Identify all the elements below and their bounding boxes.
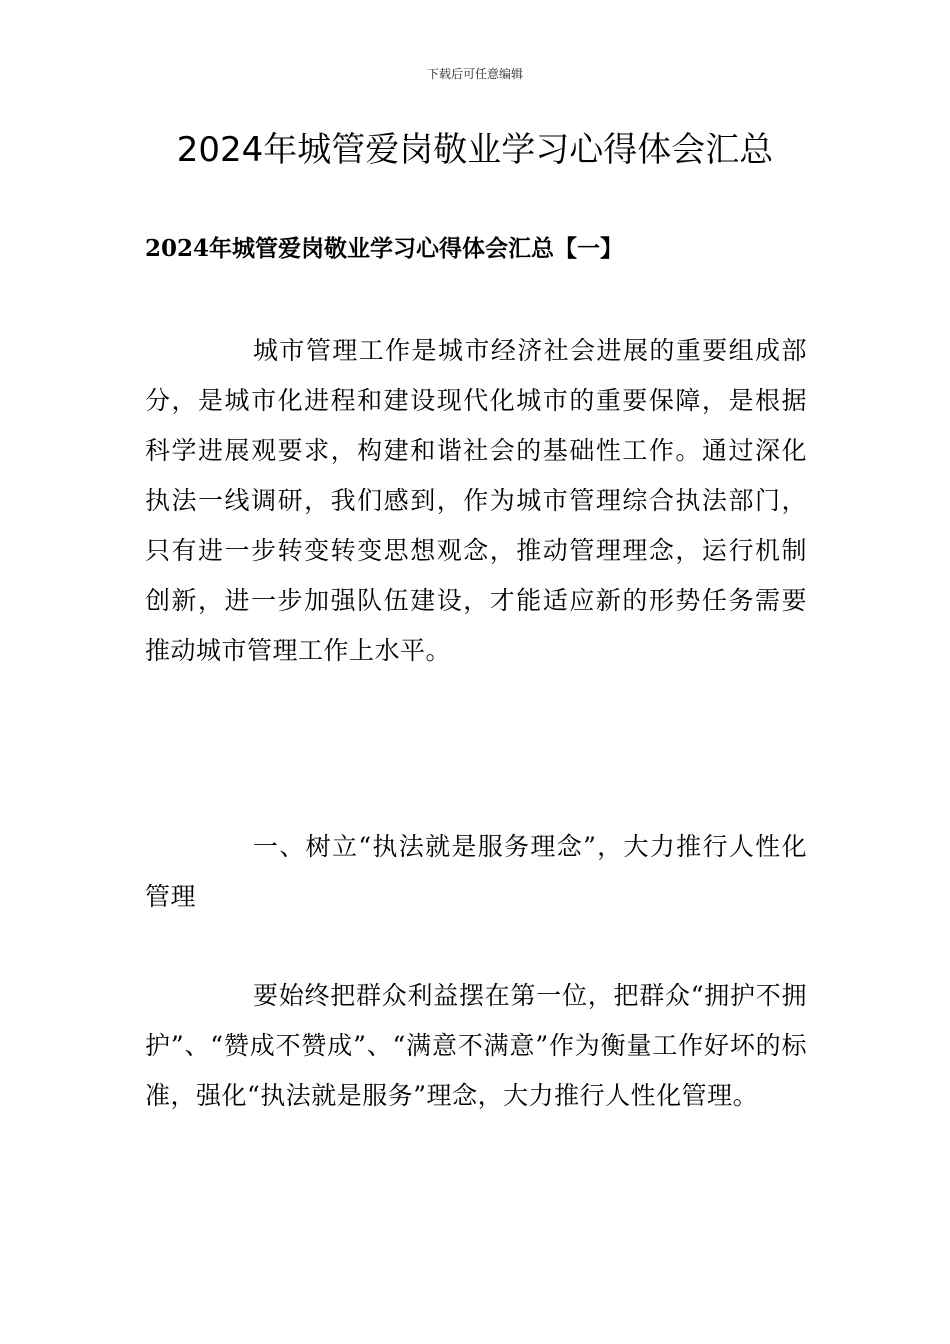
page-header-note: 下载后可任意编辑 bbox=[426, 67, 523, 81]
body-paragraph-intro: 城市管理工作是城市经济社会进展的重要组成部分，是城市化进程和建设现代化城市的重要保障，是根据科学进展观要求，构建和谐社会的基础性工作。通过深化执法一线调研，我们感到，作为城市管理综合执法部门，只有进一步转变转变思想观念，推动管理理念，运行机制创新，进一步加强队伍建设，才能适应新的形势任务需要推动城市管理工作上水平。 bbox=[145, 336, 807, 665]
section-heading: 2024年城管爱岗敬业学习心得体会汇总【一】 bbox=[145, 235, 624, 262]
body-paragraph-point-heading: 一、树立“执法就是服务理念”，大力推行人性化管理 bbox=[145, 832, 807, 911]
body-paragraph-point-detail: 要始终把群众利益摆在第一位，把群众“拥护不拥护”、“赞成不赞成”、“满意不满意”作为衡量工作好坏的标准，强化“执法就是服务”理念，大力推行人性化管理。 bbox=[145, 981, 807, 1110]
document-title: 2024年城管爱岗敬业学习心得体会汇总 bbox=[176, 130, 774, 170]
